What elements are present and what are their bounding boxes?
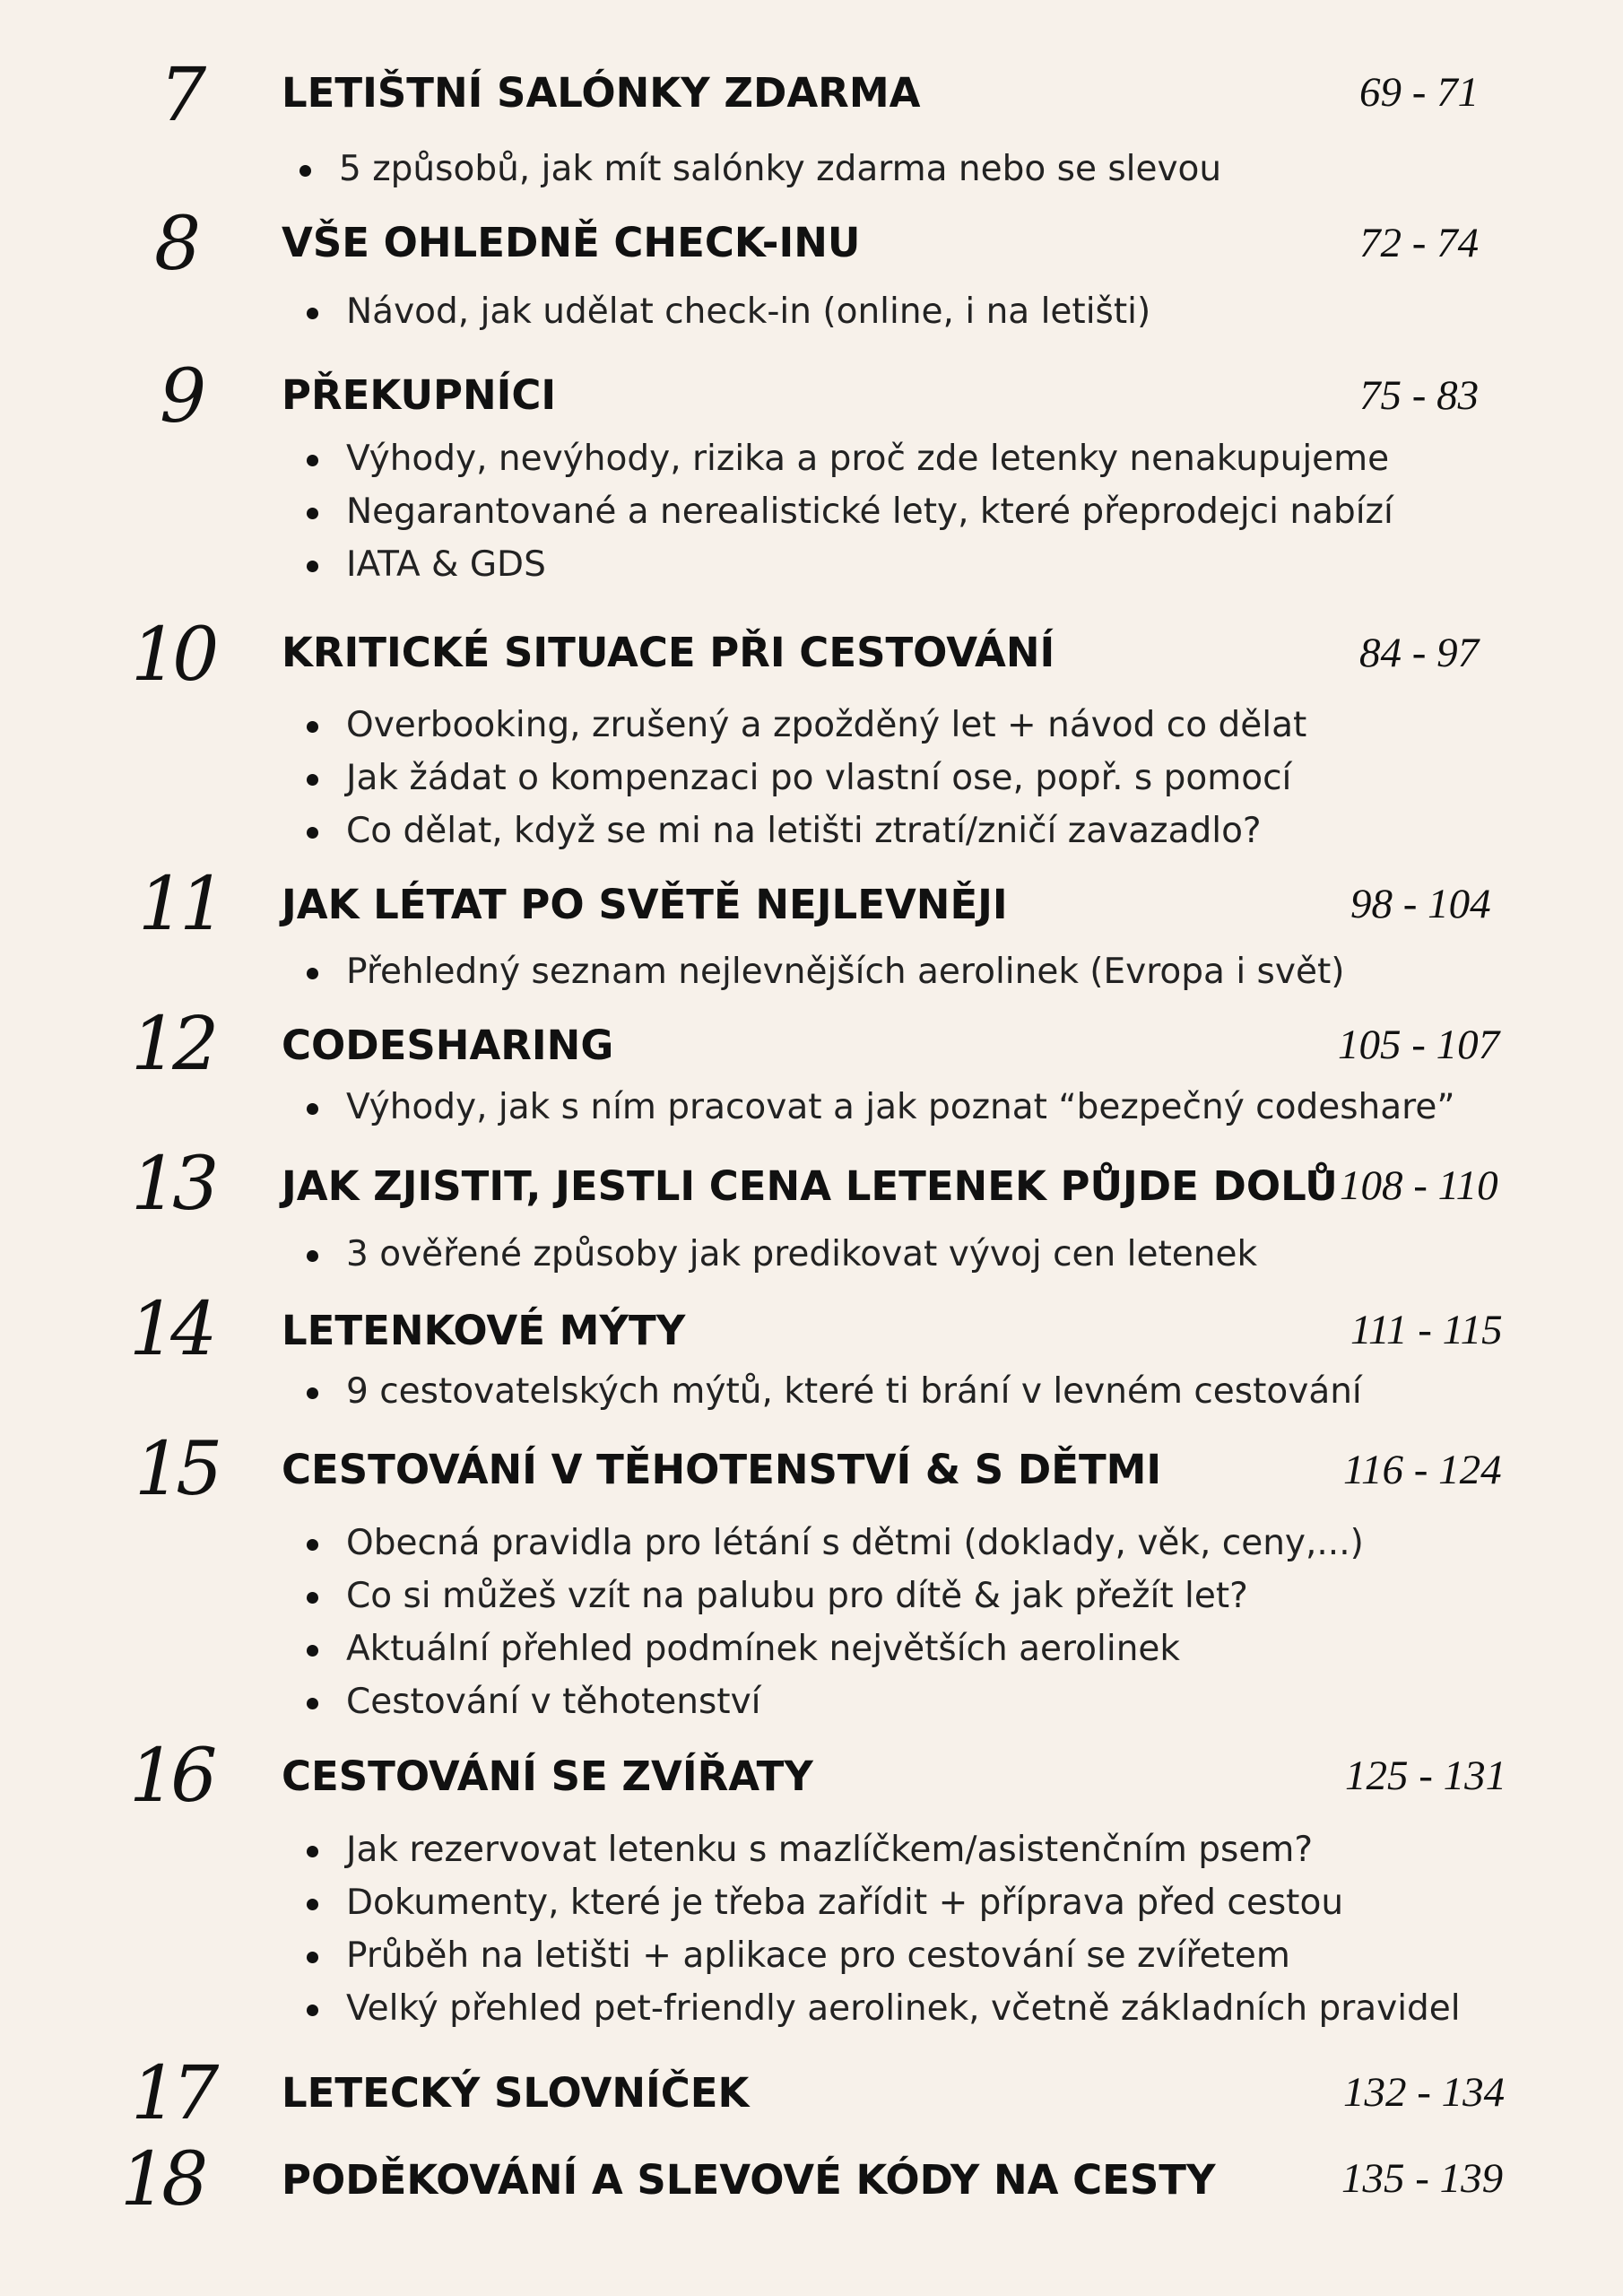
chapter-title[interactable]: LETECKÝ SLOVNÍČEK xyxy=(282,2069,750,2117)
chapter-number: 8 xyxy=(154,202,196,287)
chapter-pages: 84 - 97 xyxy=(1359,630,1480,676)
chapter-title[interactable]: JAK ZJISTIT, JESTLI CENA LETENEK PŮJDE DOLŮ xyxy=(282,1162,1338,1210)
chapter-pages: 72 - 74 xyxy=(1359,220,1480,266)
chapter-bullet: Výhody, nevýhody, rizika a proč zde letenky nenakupujeme xyxy=(346,439,1390,479)
chapter-bullet: Co si můžeš vzít na palubu pro dítě & jak přežít let? xyxy=(346,1576,1248,1616)
chapter-pages: 105 - 107 xyxy=(1338,1022,1500,1068)
chapter-bullet: Cestování v těhotenství xyxy=(346,1682,761,1722)
chapter-bullet: IATA & GDS xyxy=(346,544,546,585)
chapter-title[interactable]: LETIŠTNÍ SALÓNKY ZDARMA xyxy=(282,69,921,117)
chapter-bullet: Jak rezervovat letenku s mazlíčkem/asistenčním psem? xyxy=(346,1830,1314,1870)
chapter-number: 18 xyxy=(120,2137,204,2222)
chapter-number: 12 xyxy=(131,1002,214,1087)
chapter-pages: 132 - 134 xyxy=(1343,2069,1506,2116)
chapter-bullet: 9 cestovatelských mýtů, které ti brání v levném cestování xyxy=(346,1371,1362,1412)
chapter-number: 9 xyxy=(160,354,202,439)
chapter-bullet: Aktuální přehled podmínek největších aerolinek xyxy=(346,1629,1181,1669)
chapter-bullet: Přehledný seznam nejlevnějších aerolinek (Evropa i svět) xyxy=(346,952,1345,992)
chapter-number: 16 xyxy=(129,1734,213,1819)
chapter-pages: 125 - 131 xyxy=(1345,1752,1507,1799)
chapter-bullet: Návod, jak udělat check-in (online, i na letišti) xyxy=(346,291,1151,332)
chapter-bullet: Obecná pravidla pro létání s dětmi (doklady, věk, ceny,...) xyxy=(346,1523,1364,1563)
chapter-number: 11 xyxy=(138,862,221,947)
chapter-number: 14 xyxy=(129,1287,213,1372)
chapter-pages: 75 - 83 xyxy=(1359,372,1480,419)
chapter-title[interactable]: PODĚKOVÁNÍ A SLEVOVÉ KÓDY NA CESTY xyxy=(282,2156,1216,2204)
chapter-bullet: Overbooking, zrušený a zpožděný let + návod co dělat xyxy=(346,705,1307,745)
chapter-title[interactable]: CESTOVÁNÍ V TĚHOTENSTVÍ & S DĚTMI xyxy=(282,1446,1162,1493)
chapter-bullet: Dokumenty, které je třeba zařídit + příprava před cestou xyxy=(346,1883,1344,1923)
chapter-number: 15 xyxy=(135,1427,218,1512)
chapter-bullet: Jak žádat o kompenzaci po vlastní ose, popř. s pomocí xyxy=(346,758,1292,798)
chapter-bullet: Výhody, jak s ním pracovat a jak poznat “bezpečný codeshare” xyxy=(346,1087,1455,1127)
chapter-pages: 111 - 115 xyxy=(1350,1307,1503,1353)
chapter-title[interactable]: PŘEKUPNÍCI xyxy=(282,371,557,419)
chapter-bullet: Co dělat, když se mi na letišti ztratí/zničí zavazadlo? xyxy=(346,811,1262,851)
chapter-title[interactable]: LETENKOVÉ MÝTY xyxy=(282,1307,686,1354)
chapter-number: 10 xyxy=(131,613,214,698)
chapter-title[interactable]: CESTOVÁNÍ SE ZVÍŘATY xyxy=(282,1752,813,1800)
chapter-pages: 116 - 124 xyxy=(1343,1447,1502,1493)
chapter-number: 17 xyxy=(131,2051,214,2136)
chapter-bullet: Velký přehled pet-friendly aerolinek, včetně základních pravidel xyxy=(346,1988,1461,2029)
chapter-pages: 69 - 71 xyxy=(1359,69,1480,116)
chapter-title[interactable]: JAK LÉTAT PO SVĚTĚ NEJLEVNĚJI xyxy=(282,881,1008,928)
chapter-title[interactable]: KRITICKÉ SITUACE PŘI CESTOVÁNÍ xyxy=(282,629,1055,676)
chapter-bullet: 3 ověřené způsoby jak predikovat vývoj cen letenek xyxy=(346,1234,1258,1274)
chapter-pages: 135 - 139 xyxy=(1341,2155,1504,2202)
chapter-number: 7 xyxy=(160,53,202,138)
chapter-pages: 108 - 110 xyxy=(1340,1162,1498,1209)
chapter-bullet: Negarantované a nerealistické lety, které přeprodejci nabízí xyxy=(346,491,1393,532)
chapter-bullet: Průběh na letišti + aplikace pro cestování se zvířetem xyxy=(346,1935,1290,1976)
chapter-title[interactable]: VŠE OHLEDNĚ CHECK-INU xyxy=(282,219,861,266)
chapter-pages: 98 - 104 xyxy=(1350,881,1491,927)
chapter-bullet: 5 způsobů, jak mít salónky zdarma nebo se slevou xyxy=(339,149,1222,189)
chapter-title[interactable]: CODESHARING xyxy=(282,1022,614,1069)
chapter-number: 13 xyxy=(131,1142,214,1227)
